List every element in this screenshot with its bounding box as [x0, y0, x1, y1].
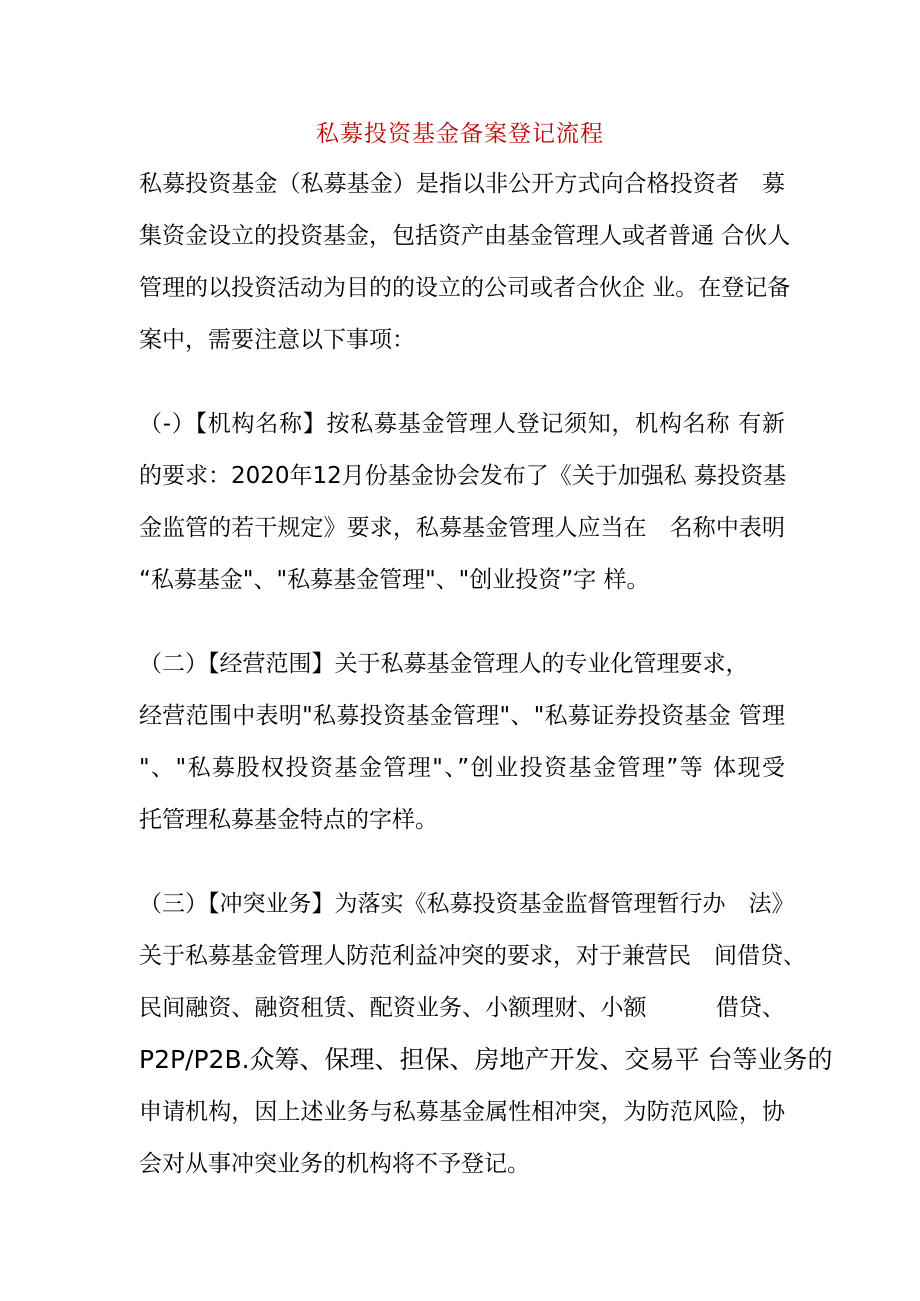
section2-line-1: （二）【经营范围】关于私募基金管理人的专业化管理要求， [139, 651, 749, 677]
section1-line-2: 的要求：2020年12月份基金协会发布了《关于加强私 募投资基 [139, 463, 787, 489]
section3-line-6: 会对从事冲突业务的机构将不予登记。 [139, 1151, 530, 1177]
section2-line-4: 托管理私募基金特点的字样。 [139, 807, 438, 833]
section1-line-4: “私募基金"、"私募基金管理"、"创业投资”字 样。 [139, 567, 650, 593]
section3-line-1: （三）【冲突业务】为落实《私募投资基金监督管理暂行办 法》 [139, 891, 795, 917]
intro-line-2: 集资金设立的投资基金，包括资产由基金管理人或者普通 合伙人 [139, 223, 791, 249]
section3-line-2: 关于私募基金管理人防范利益冲突的要求，对于兼营民 间借贷、 [139, 943, 806, 969]
section2-line-2: 经营范围中表明"私募投资基金管理"、"私募证券投资基金 管理 [139, 703, 785, 729]
intro-line-4: 案中，需要注意以下事项： [139, 327, 415, 353]
intro-line-3: 管理的以投资活动为目的的设立的公司或者合伙企 业。在登记备 [139, 275, 791, 301]
intro-line-1: 私募投资基金（私募基金）是指以非公开方式向合格投资者 募 [139, 171, 785, 197]
section1-line-1: （-）【机构名称】按私募基金管理人登记须知，机构名称 有新 [139, 411, 785, 437]
section3-line-5: 申请机构，因上述业务与私募基金属性相冲突，为防范风险，协 [139, 1099, 785, 1125]
document-title: 私募投资基金备案登记流程 [316, 121, 604, 147]
section2-line-3: "、"私募股权投资基金管理"、”创业投资基金管理”等 体现受 [139, 755, 785, 781]
section1-line-3: 金监管的若干规定》要求，私募基金管理人应当在 名称中表明 [139, 515, 785, 541]
section3-line-4: P2P/P2B.众筹、保理、担保、房地产开发、交易平 台等业务的 [139, 1045, 833, 1074]
section3-line-3: 民间融资、融资租赁、配资业务、小额理财、小额 借贷、 [139, 995, 785, 1021]
